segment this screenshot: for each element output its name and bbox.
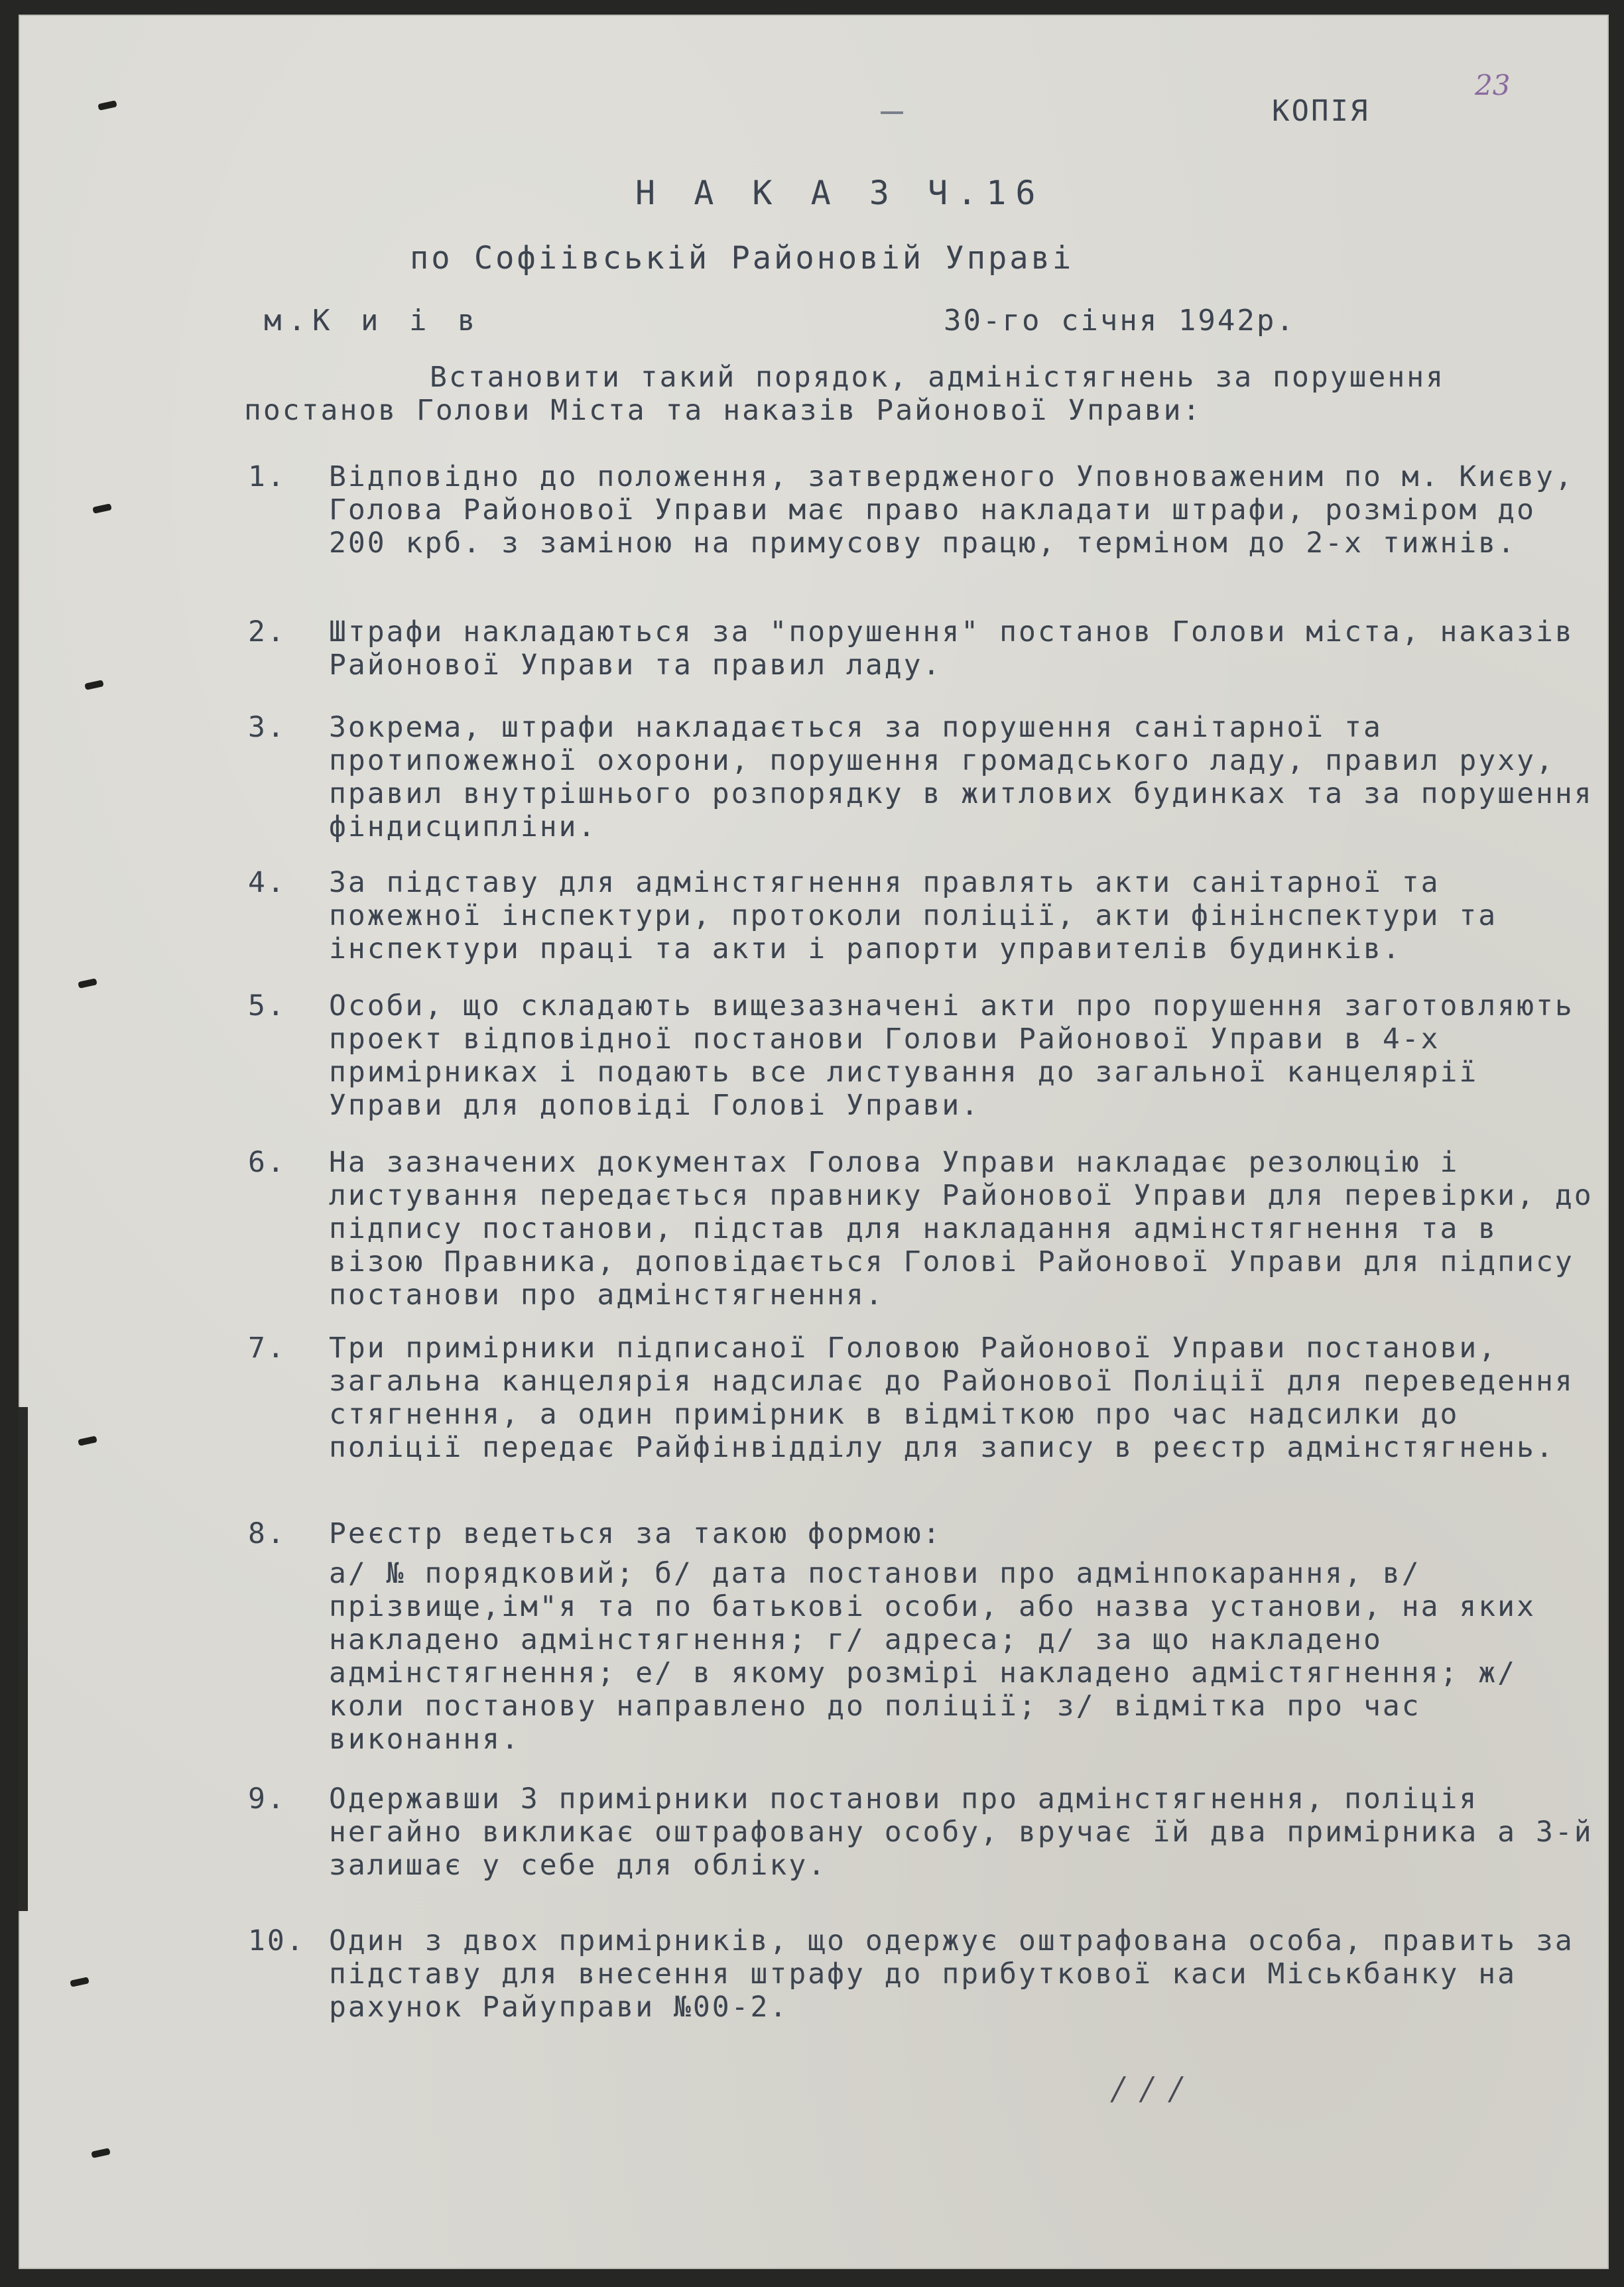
signature-marks: / / /	[1113, 2070, 1186, 2107]
item-5	[248, 989, 1601, 1122]
binding-hole-mark	[84, 680, 103, 690]
item-4	[248, 866, 1601, 965]
item-number: 2.	[248, 615, 286, 649]
item-text: Одержавши 3 примірники постанови про адмінстягнення, поліція негайно викликає оштрафовану особу, вручає їй два примірника а 3-й залишає у себе для обліку.	[329, 1782, 1593, 1882]
item-number: 5.	[248, 989, 286, 1022]
item-number: 6.	[248, 1146, 286, 1179]
binding-hole-mark	[97, 100, 117, 111]
item-number: 10.	[248, 1924, 306, 1957]
item-6	[248, 1146, 1601, 1312]
item-text: За підставу для адмінстягнення правлять акти санітарної та пожежної інспектури, протоколи поліції, акти фінінспектури та інспектури праці та акти і рапорти управителів будинків.	[329, 866, 1498, 965]
binding-hole-mark	[92, 503, 111, 514]
item-number: 9.	[248, 1782, 286, 1816]
item-text: Один з двох примірників, що одержує оштрафована особа, править за підставу для внесення штрафу до прибуткової каси Міськбанку на рахунок Райуправи №00-2.	[329, 1924, 1574, 2024]
copy-mark: КОПІЯ	[1272, 94, 1370, 128]
item-number: 1.	[248, 460, 286, 493]
register-form-fields: а/ № порядковий; б/ дата постанови про адмінпокарання, в/ прізвище,ім"я та по батькові особи, або назва установи, на яких накладено адмінстягнення; г/ адреса; д/ за що накладено адмінстягнення; е/ в якому розмірі накладено адмістягнення; ж/ коли постанову направлено до поліції; з/ відмітка про час виконання.	[329, 1557, 1536, 1756]
item-text: На зазначених документах Голова Управи накладає резолюцію і листування передається правнику Районової Управи для перевірки, до підпису постанови, підстав для накладання адмінстягнення та в візою Правника, доповідається Голові Районової Управи для підпису постанови про адмінстягнення.	[329, 1146, 1593, 1312]
item-number: 3.	[248, 711, 286, 744]
item-number: 8.	[248, 1517, 286, 1550]
item-3	[248, 711, 1601, 843]
order-date: 30-го січня 1942р.	[944, 304, 1296, 338]
binding-hole-mark	[91, 2148, 110, 2158]
order-subtitle: по Софіівській Районовій Управі	[410, 240, 1074, 277]
item-10	[248, 1924, 1601, 2024]
item-text: Відповідно до положення, затвердженого Уповноваженим по м. Києву, Голова Районової Управи має право накладати штрафи, розміром до 200 крб. з заміною на примусову працю, терміном до 2-х тижнів.	[329, 460, 1574, 560]
item-2	[248, 615, 1601, 682]
item-7	[248, 1331, 1601, 1464]
item-text: Особи, що складають вищезазначені акти про порушення заготовляють проект відповідної постанови Голови Районової Управи в 4-х примірниках і подають все листування до загальної канцелярії Управи для доповіді Голові Управи.	[329, 989, 1574, 1122]
order-title: Н А К А З Ч.16	[635, 174, 1045, 212]
item-number: 4.	[248, 866, 286, 899]
intro-paragraph: Встановити такий порядок, адміністягнень за порушення постанов Голови Міста та наказів Районової Управи:	[244, 361, 1446, 427]
binding-hole-mark	[78, 1436, 97, 1446]
item-text: Штрафи накладаються за "порушення" постанов Голови міста, наказів Районової Управи та правил ладу.	[329, 615, 1574, 682]
document-page	[19, 15, 1609, 2269]
item-8	[248, 1517, 1601, 1756]
item-text: Реєстр ведеться за такою формою:	[329, 1517, 942, 1550]
item-number: 7.	[248, 1331, 286, 1365]
item-text: Зокрема, штрафи накладається за порушення санітарної та протипожежної охорони, порушення громадського ладу, правил руху, правил внутрішнього розпорядку в житлових будинках та за порушення фіндисципліни.	[329, 711, 1593, 843]
archive-page-number: 23	[1475, 69, 1511, 101]
binding-hole-mark	[70, 1977, 89, 1987]
item-9	[248, 1782, 1601, 1882]
typed-dash	[881, 111, 903, 114]
binding-hole-mark	[78, 978, 97, 989]
item-text: Три примірники підписаної Головою Районової Управи постанови, загальна канцелярія надсилає до Районової Поліції для переведення стягнення, а один примірник в відміткою про час надсилки до поліції передає Райфінвідділу для запису в реєстр адмінстягнень.	[329, 1331, 1574, 1464]
place: м.К и і в	[264, 304, 482, 338]
item-1	[248, 460, 1601, 560]
